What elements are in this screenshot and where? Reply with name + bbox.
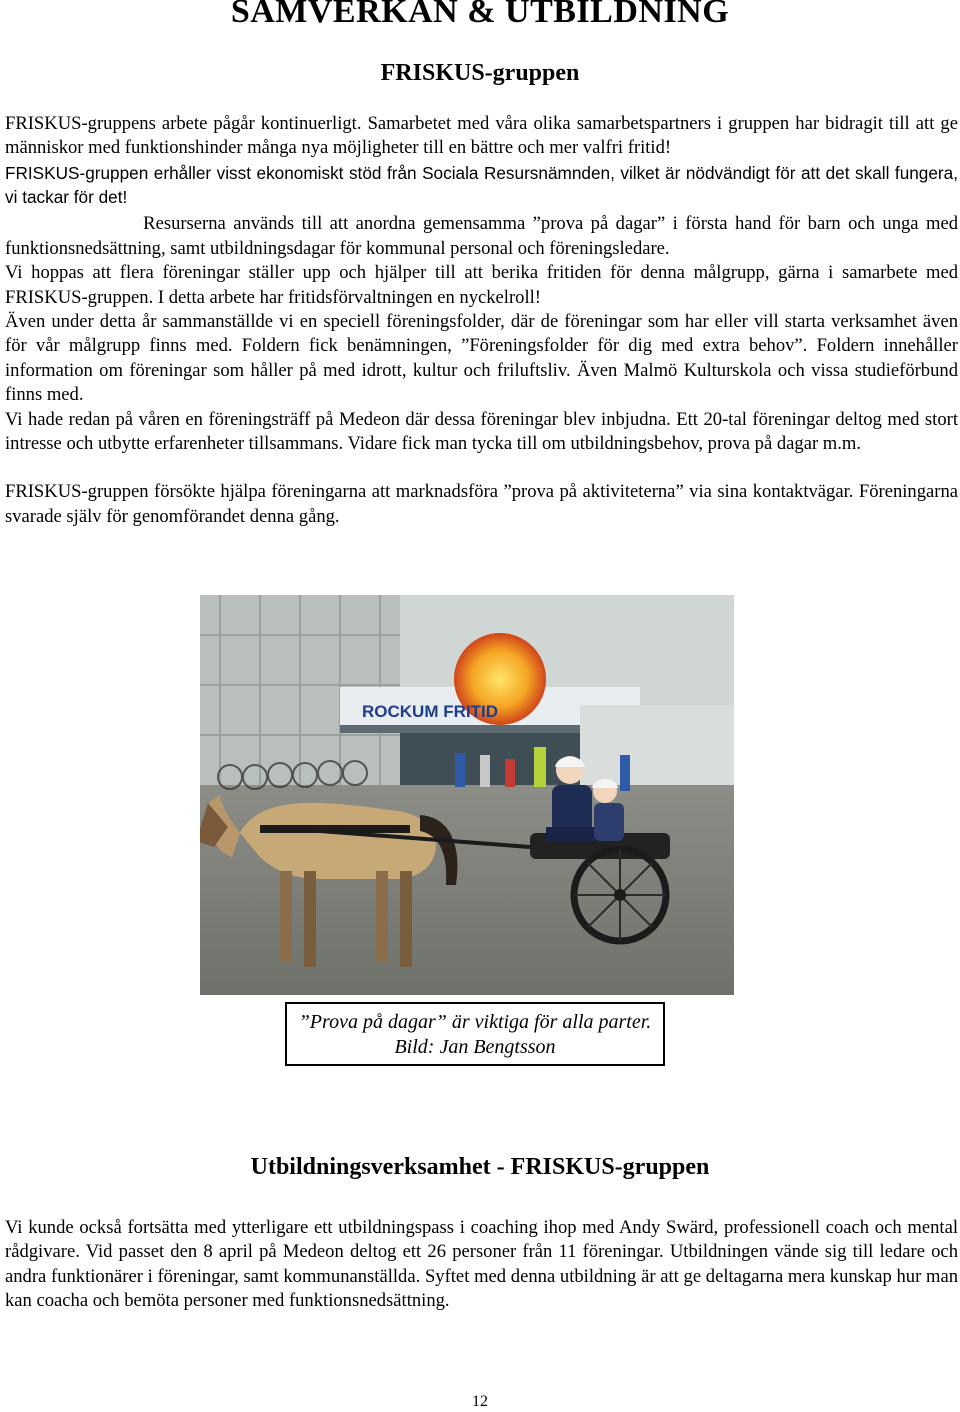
section-heading-friskus: FRISKUS-gruppen: [380, 60, 580, 86]
paragraph: Resurserna används till att anordna gemensamma ”prova på dagar” i första hand för barn och unga med funktionsnedsättning, samt utbildningsdagar för kommunal personal och föreningsledare.: [5, 213, 958, 259]
paragraph: Vi hade redan på våren en föreningsträff på Medeon där dessa föreningar blev inbjudna. Ett 20-tal föreningar deltog med stort intresse och utbytte erfarenheter tillsammans. Vidare fick man tycka till om utbildningsbehov, prova på dagar m.m.: [5, 408, 958, 455]
paragraph: Vi kunde också fortsätta med ytterligare ett utbildningspass i coaching ihop med Andy Swärd, professionell coach och mental rådgivare. Vid passet den 8 april på Medeon deltog ett 26 personer från 11 föreningar. Utbildningen vände sig till ledare och andra funktionärer i föreningar, samt kommunanställda. Syftet med denna utbildning är att ge deltagarna mera kunskap hur man kan coacha och bemöta personer med funktionsnedsättning.: [5, 1217, 958, 1312]
section-utbildning-body: [5, 1216, 958, 1314]
paragraph-flow: [5, 186, 958, 529]
section-heading-utbildning: Utbildningsverksamhet - FRISKUS-gruppen: [250, 1154, 710, 1180]
page-title: SAMVERKAN & UTBILDNING: [230, 0, 730, 30]
sign-text: ROCKUM FRITID: [362, 702, 498, 721]
paragraph: FRISKUS-gruppen försökte hjälpa föreningarna att marknadsföra ”prova på aktiviteterna” via sina kontaktvägar. Föreningarna svarade själv för genomförandet denna gång.: [5, 481, 958, 527]
paragraph: Även under detta år sammanställde vi en speciell föreningsfolder, där de föreningar som har eller vill starta verksamhet även för vår målgrupp finns med. Foldern fick benämningen, ”Föreningsfolder för dig med extra behov”. Foldern innehåller information om föreningar som håller på med idrott, kultur och friluftsliv. Även Malmö Kulturskola och vissa studieförbund finns med.: [5, 311, 958, 406]
paragraph: Vi hoppas att flera föreningar ställer upp och hjälper till att berika fritiden för denna målgrupp, gärna i samarbete med FRISKUS-gruppen. I detta arbete har fritidsförvaltningen en nyckelroll!: [5, 262, 958, 308]
page-number: 12: [472, 1393, 488, 1410]
photo-caption: ”Prova på dagar” är viktiga för alla parter. Bild: Jan Bengtsson: [285, 1002, 665, 1066]
photo-pony-cart: [200, 595, 734, 995]
paragraph: FRISKUS-gruppens arbete pågår kontinuerligt. Samarbetet med våra olika samarbetspartners i gruppen har bidragit till att ge människor med funktionshinder många nya möjligheter till en bättre och mer valfri fritid!: [5, 113, 958, 159]
paragraph: FRISKUS-gruppen erhåller visst ekonomiskt stöd från Sociala Resursnämnden, vilket är nödvändigt för att det skall fungera, vi tackar för det!: [5, 162, 958, 208]
